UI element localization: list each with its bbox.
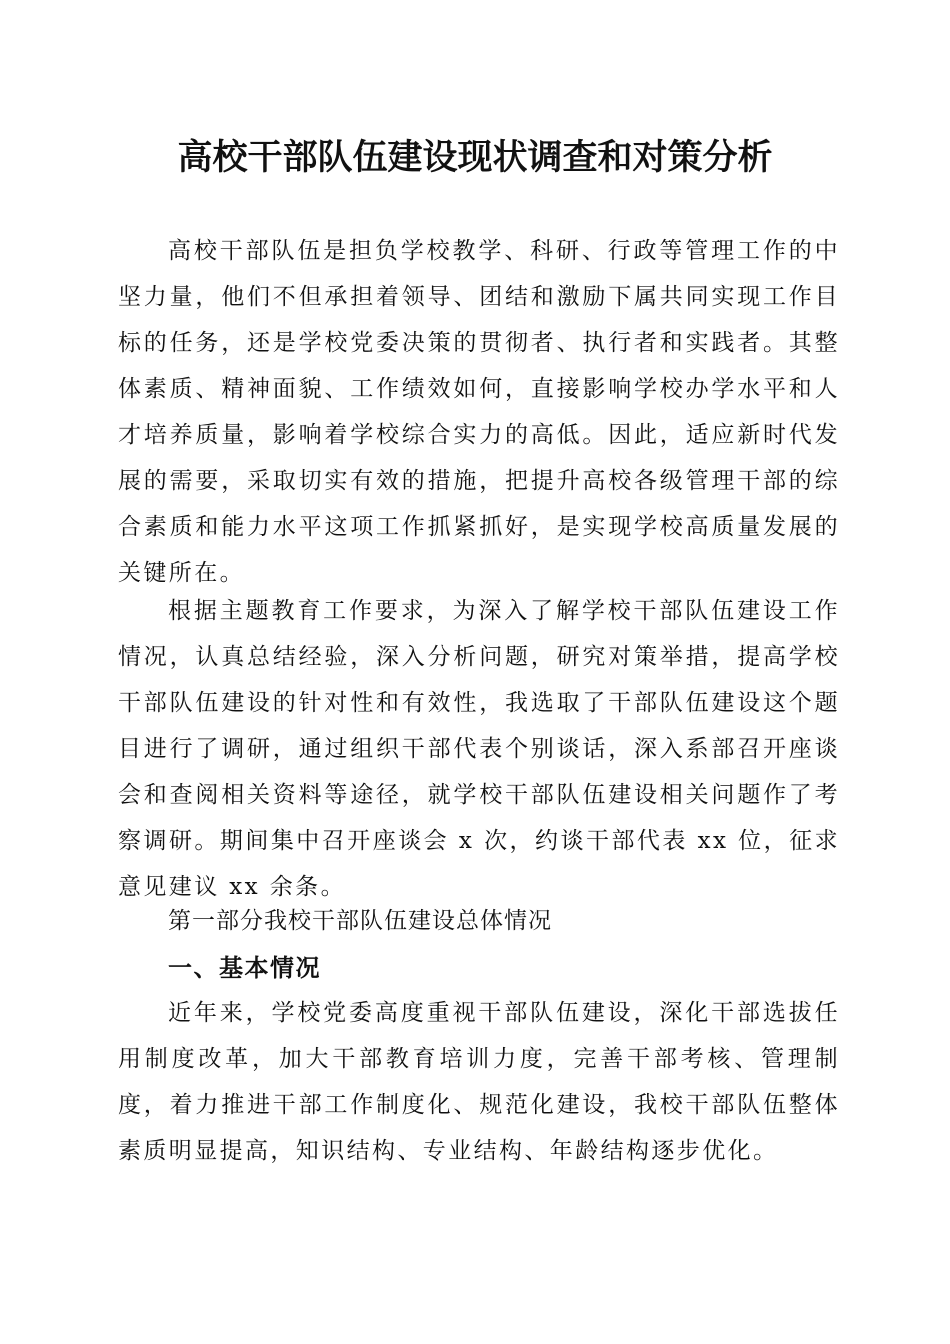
basic-situation-paragraph: 近年来，学校党委高度重视干部队伍建设，深化干部选拔任用制度改革，加大干部教育培训力度，完善干部考核、管理制度，着力推进干部工作制度化、规范化建设，我校干部队伍整体素质明显提高，知识结构、专业结构、年龄结构逐步优化。 (118, 1000, 840, 1164)
section-heading: 第一部分我校干部队伍建设总体情况 (168, 908, 552, 934)
intro-paragraph: 高校干部队伍是担负学校教学、科研、行政等管理工作的中坚力量，他们不但承担着领导、团结和激励下属共同实现工作目标的任务，还是学校党委决策的贯彻者、执行者和实践者。其整体素质、精神面貌、工作绩效如何，直接影响学校办学水平和人才培养质量，影响着学校综合实力的高低。因此，适应新时代发展的需要，采取切实有效的措施，把提升高校各级管理干部的综合素质和能力水平这项工作抓紧抓好，是实现学校高质量发展的关键所在。 (118, 238, 840, 586)
research-paragraph: 根据主题教育工作要求，为深入了解学校干部队伍建设工作情况，认真总结经验，深入分析问题，研究对策举措，提高学校干部队伍建设的针对性和有效性，我选取了干部队伍建设这个题目进行了调研，通过组织干部代表个别谈话，深入系部召开座谈会和查阅相关资料等途径，就学校干部队伍建设相关问题作了考察调研。期间集中召开座谈会 x 次，约谈干部代表 xx 位，征求意见建议 xx 余条。 (118, 598, 840, 900)
document-title: 高校干部队伍建设现状调查和对策分析 (177, 137, 773, 178)
subsection-heading: 一、基本情况 (168, 954, 321, 982)
